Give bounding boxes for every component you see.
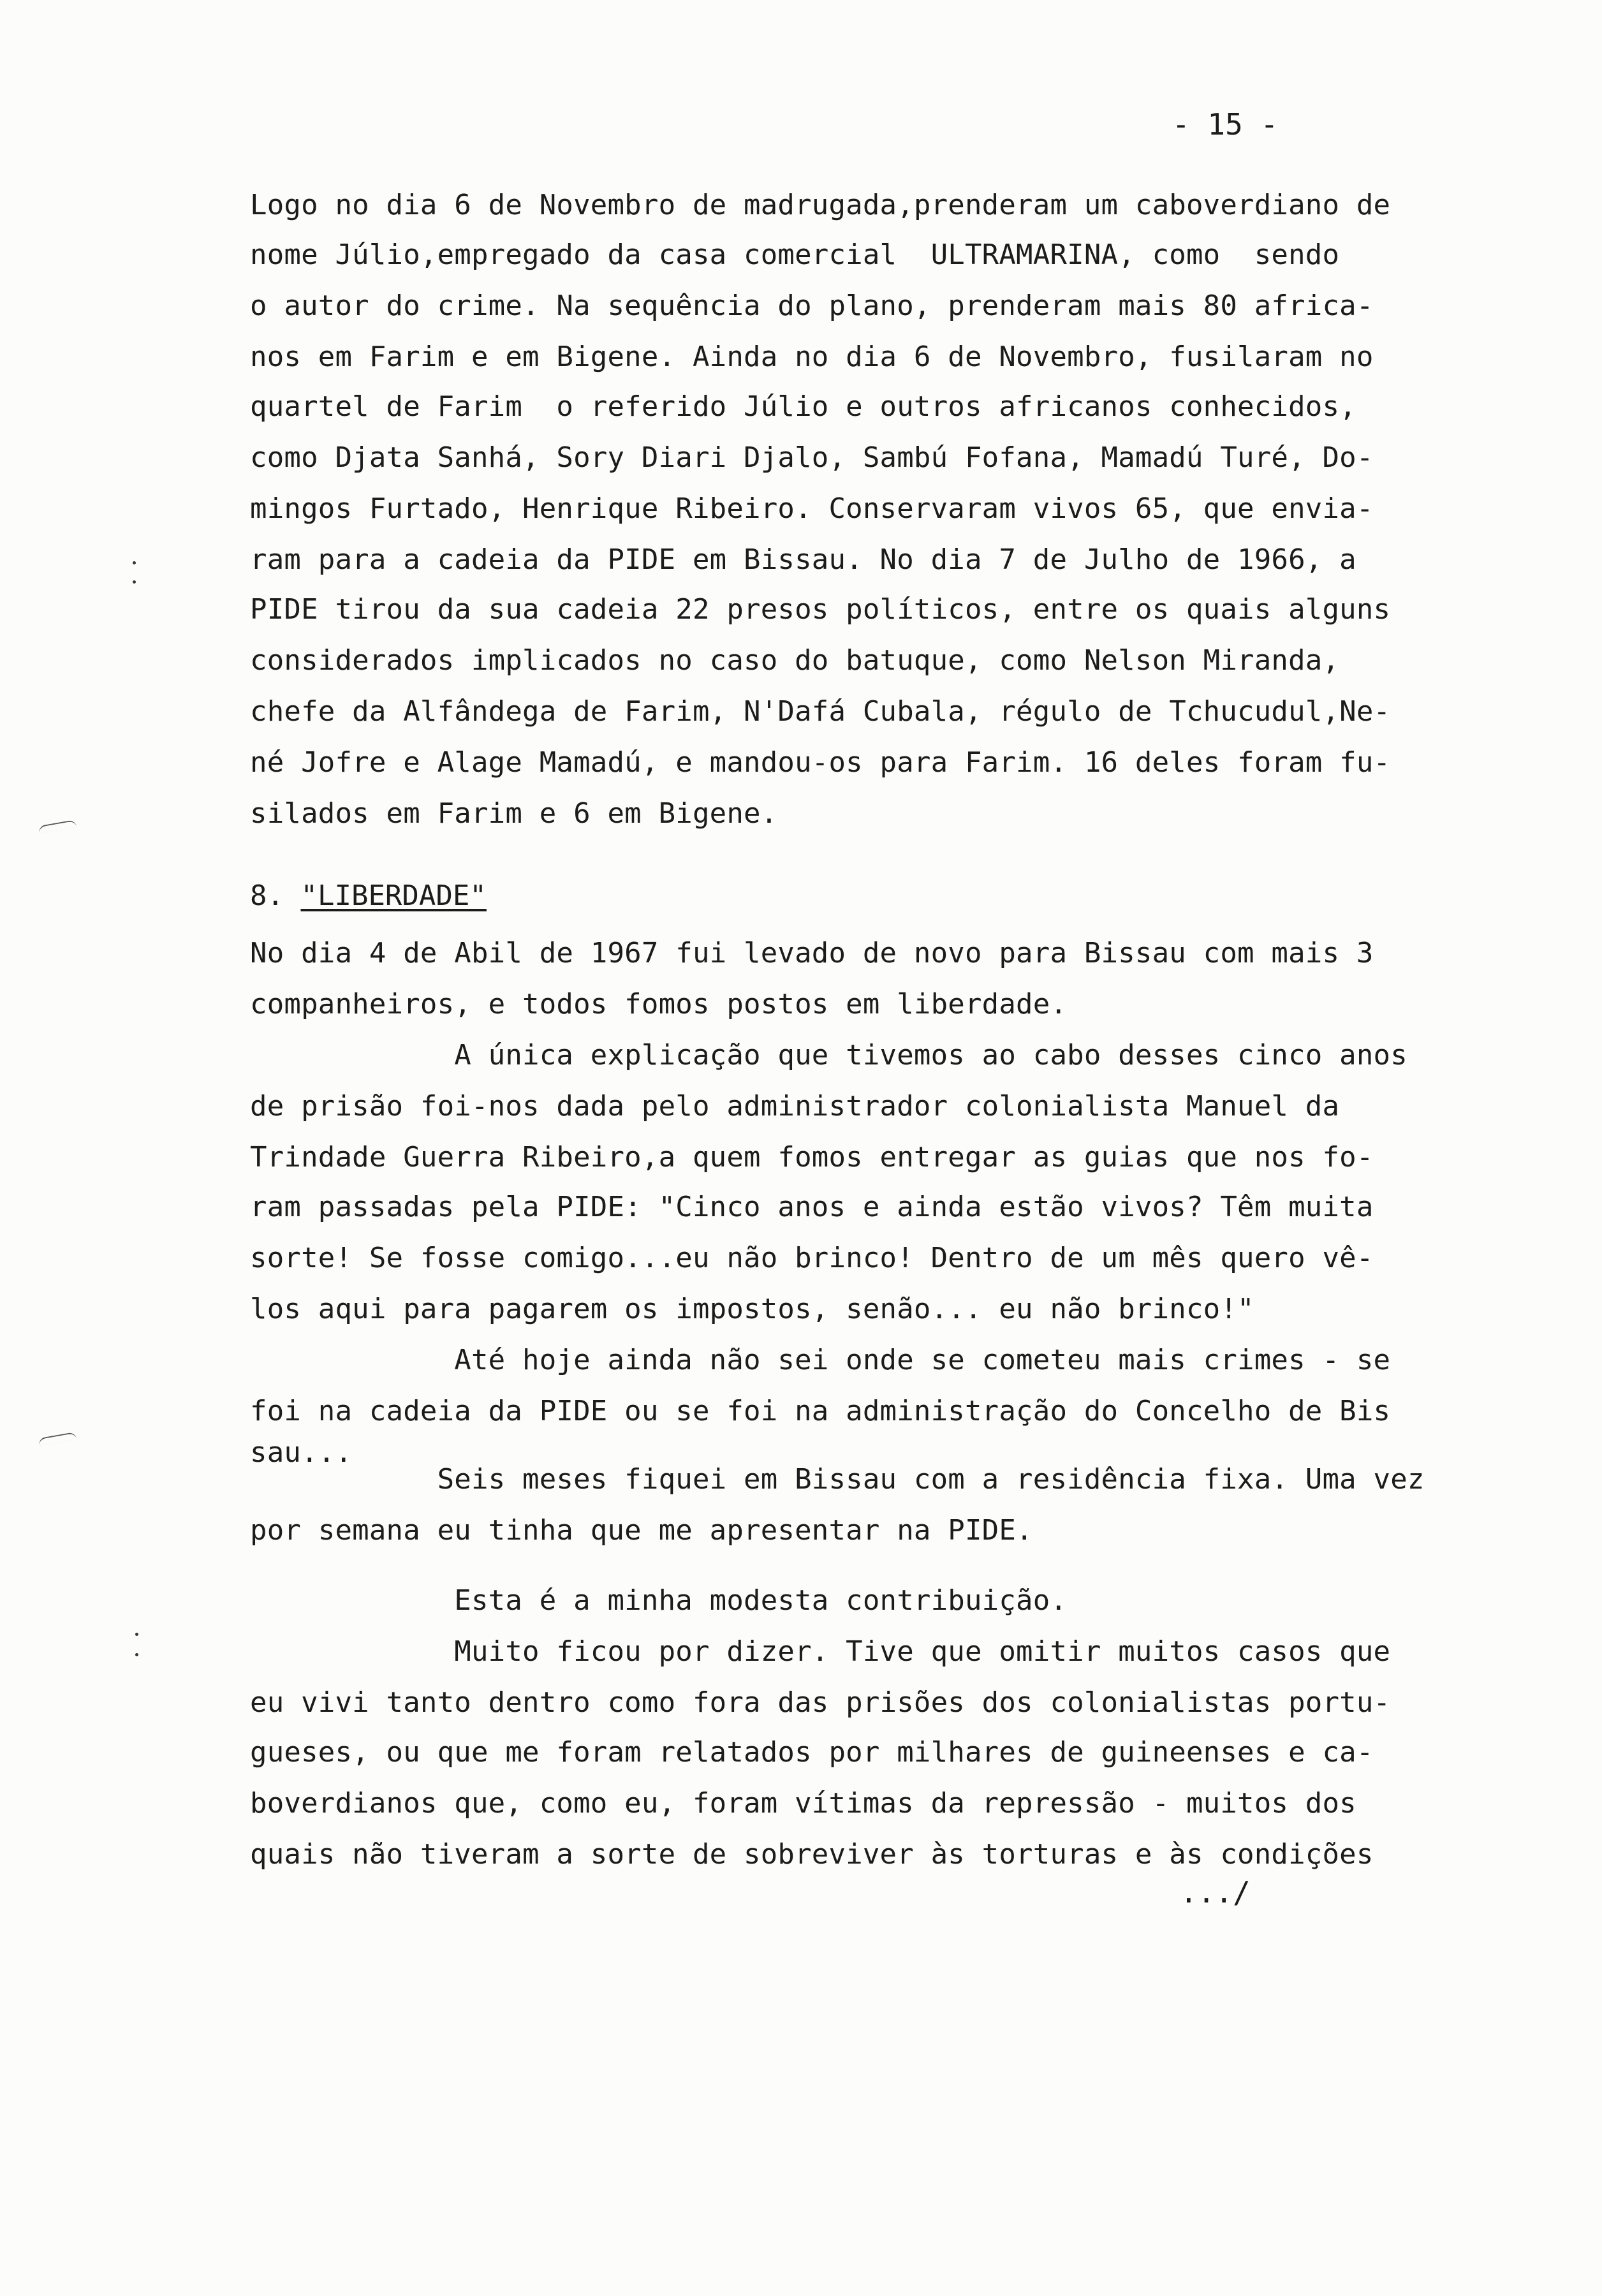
text-line: companheiros, e todos fomos postos em liberdade. <box>250 988 1068 1020</box>
text-line: sau... <box>250 1436 353 1469</box>
text-line: Trindade Guerra Ribeiro,a quem fomos entregar as guias que nos fo- <box>250 1141 1374 1174</box>
text-line: considerados implicados no caso do batuque, como Nelson Miranda, <box>250 644 1340 677</box>
section-heading <box>250 877 487 915</box>
continuation-mark: .../ <box>1180 1875 1251 1910</box>
text-line: Muito ficou por dizer. Tive que omitir muitos casos que <box>250 1635 1391 1668</box>
text-line: No dia 4 de Abil de 1967 fui levado de novo para Bissau com mais 3 <box>250 937 1374 969</box>
punch-hole-mark <box>135 1633 138 1636</box>
punch-hole-mark <box>133 561 136 564</box>
text-line: por semana eu tinha que me apresentar na PIDE. <box>250 1514 1033 1547</box>
text-line: Seis meses fiquei em Bissau com a residência fixa. Uma vez <box>250 1463 1425 1496</box>
text-line: boverdianos que, como eu, foram vítimas da repressão - muitos dos <box>250 1787 1356 1820</box>
text-line: nome Júlio,empregado da casa comercial ULTRAMARINA, como sendo <box>250 239 1340 271</box>
text-line: PIDE tirou da sua cadeia 22 presos políticos, entre os quais alguns <box>250 593 1391 626</box>
text-line: nos em Farim e em Bigene. Ainda no dia 6 de Novembro, fusilaram no <box>250 341 1374 373</box>
text-line: de prisão foi-nos dada pelo administrador colonialista Manuel da <box>250 1090 1340 1122</box>
punch-hole-mark <box>135 1653 138 1656</box>
page-number: - 15 - <box>1172 107 1279 142</box>
text-line: como Djata Sanhá, Sory Diari Djalo, Sambú Fofana, Mamadú Turé, Do- <box>250 441 1374 474</box>
text-line: ram para a cadeia da PIDE em Bissau. No dia 7 de Julho de 1966, a <box>250 543 1356 576</box>
punch-hole-mark <box>133 580 136 584</box>
text-line: Até hoje ainda não sei onde se cometeu mais crimes - se <box>250 1344 1391 1376</box>
text-line: chefe da Alfândega de Farim, N'Dafá Cubala, régulo de Tchucudul,Ne- <box>250 695 1391 728</box>
margin-scribble <box>38 820 77 834</box>
text-line: mingos Furtado, Henrique Ribeiro. Conservaram vivos 65, que envia- <box>250 492 1374 525</box>
text-line: eu vivi tanto dentro como fora das prisões dos colonialistas portu- <box>250 1686 1391 1719</box>
text-line: né Jofre e Alage Mamadú, e mandou-os para Farim. 16 deles foram fu- <box>250 746 1391 779</box>
text-line: ram passadas pela PIDE: "Cinco anos e ainda estão vivos? Têm muita <box>250 1191 1374 1223</box>
text-line: foi na cadeia da PIDE ou se foi na administração do Concelho de Bis <box>250 1395 1391 1427</box>
text-line: silados em Farim e 6 em Bigene. <box>250 797 778 830</box>
text-line: Esta é a minha modesta contribuição. <box>250 1584 1068 1617</box>
text-line: gueses, ou que me foram relatados por milhares de guineenses e ca- <box>250 1736 1374 1769</box>
text-line: o autor do crime. Na sequência do plano, prenderam mais 80 africa- <box>250 290 1374 322</box>
text-line: A única explicação que tivemos ao cabo desses cinco anos <box>250 1039 1407 1071</box>
margin-scribble <box>38 1432 77 1446</box>
text-line: sorte! Se fosse comigo...eu não brinco! Dentro de um mês quero vê- <box>250 1242 1374 1274</box>
text-line: los aqui para pagarem os impostos, senão... eu não brinco!" <box>250 1293 1254 1325</box>
text-line: quartel de Farim o referido Júlio e outros africanos conhecidos, <box>250 390 1356 423</box>
text-line: Logo no dia 6 de Novembro de madrugada,prenderam um caboverdiano de <box>250 189 1391 221</box>
section-heading-number: 8. <box>250 879 284 912</box>
section-heading-title: "LIBERDADE" <box>300 879 487 912</box>
text-line: quais não tiveram a sorte de sobreviver às torturas e às condições <box>250 1838 1374 1871</box>
